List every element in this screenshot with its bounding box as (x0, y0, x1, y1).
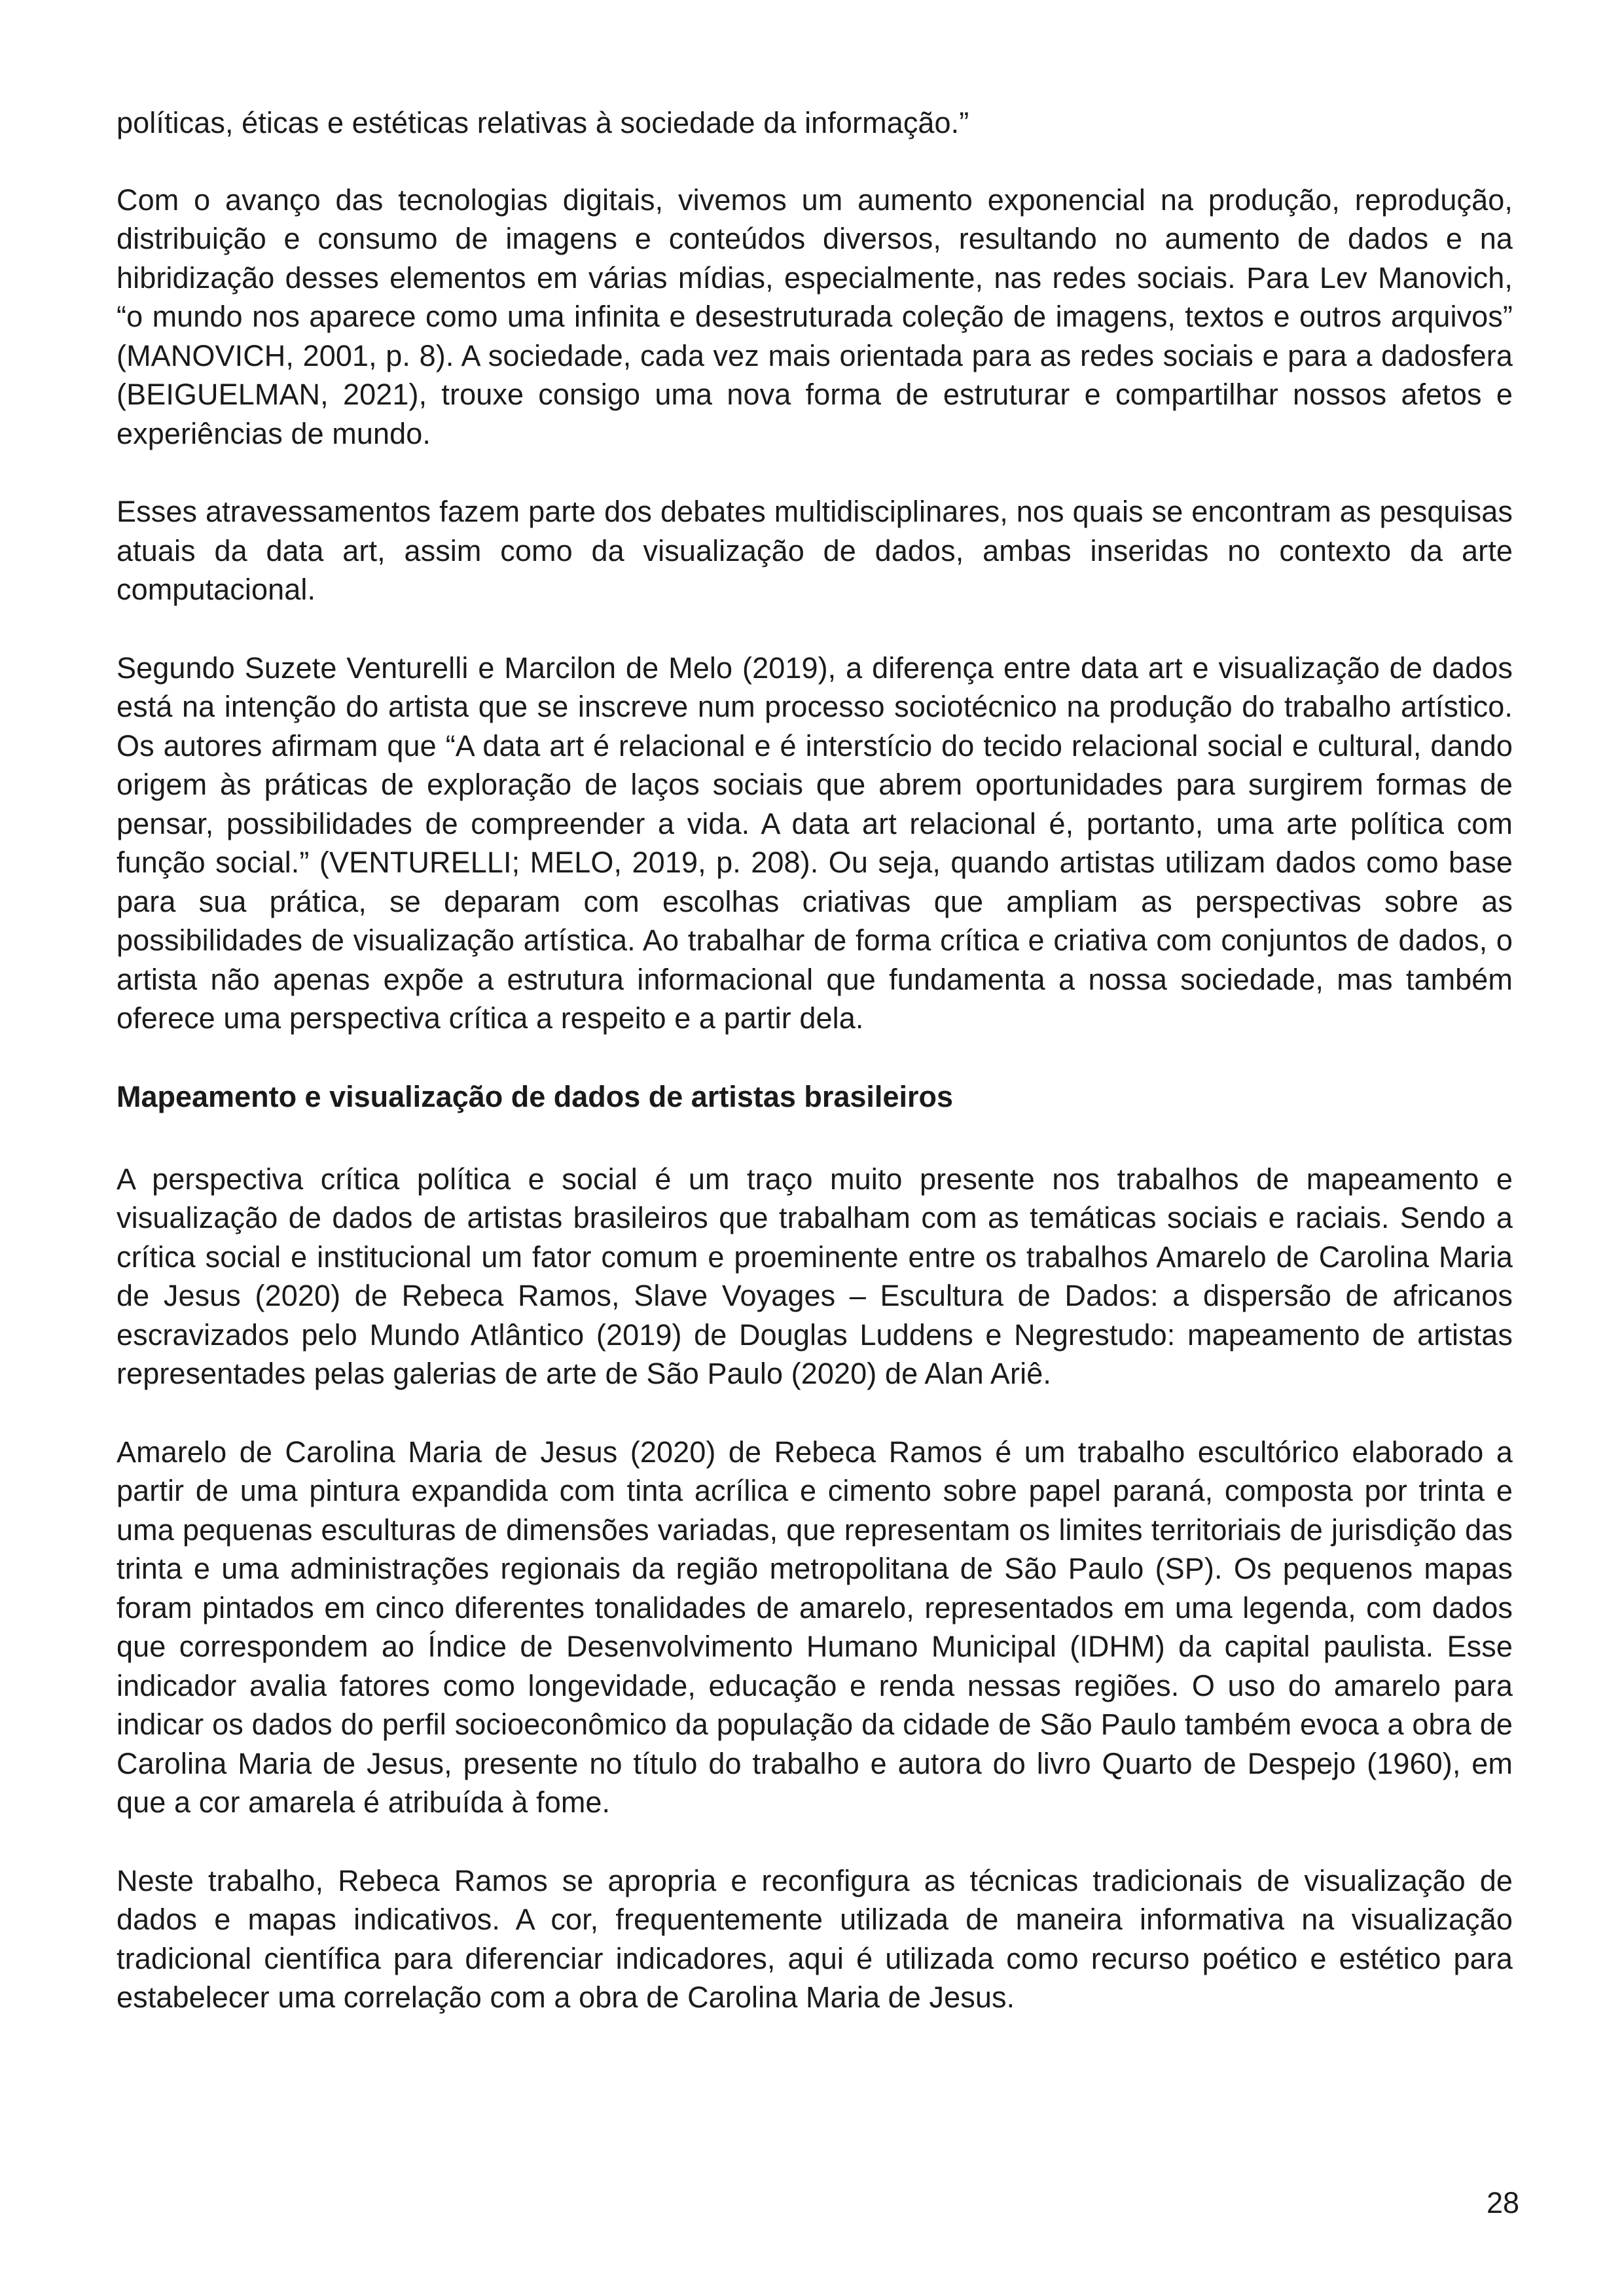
page-number: 28 (1486, 2186, 1519, 2219)
paragraph-digital-technologies: Com o avanço das tecnologias digitais, vivemos um aumento exponencial na produção, reprodução, distribuição e consumo de imagens e conteúdos diversos, resultando no aumento de dados e na hibridização desses elementos em várias mídias, especialmente, nas redes sociais. Para Lev Manovich, “o mundo nos aparece como uma infinita e desestruturada coleção de imagens, textos e outros arquivos” (MANOVICH, 2001, p. 8). A sociedade, cada vez mais orientada para as redes sociais e para a dadosfera (BEIGUELMAN, 2021), trouxe consigo uma nova forma de estruturar e compartilhar nossos afetos e experiências de mundo. (117, 183, 1513, 450)
paragraph-multidisciplinary-debates: Esses atravessamentos fazem parte dos debates multidisciplinares, nos quais se encontram as pesquisas atuais da data art, assim como da visualização de dados, ambas inseridas no contexto da arte computacional. (117, 495, 1513, 606)
paragraph-rebeca-ramos: Neste trabalho, Rebeca Ramos se apropria e reconfigura as técnicas tradicionais de visualização de dados e mapas indicativos. A cor, frequentemente utilizada de maneira informativa na visualização tradicional científica para diferenciar indicadores, aqui é utilizada como recurso poético e estético para estabelecer uma correlação com a obra de Carolina Maria de Jesus. (117, 1863, 1513, 2014)
paragraph-amarelo-work: Amarelo de Carolina Maria de Jesus (2020) de Rebeca Ramos é um trabalho escultórico elaborado a partir de uma pintura expandida com tinta acrílica e cimento sobre papel paraná, composta por trinta e uma pequenas esculturas de dimensões variadas, que representam os limites territoriais de jurisdição das trinta e uma administrações regionais da região metropolitana de São Paulo (SP). Os pequenos mapas foram pintados em cinco diferentes tonalidades de amarelo, representados em uma legenda, com dados que correspondem ao Índice de Desenvolvimento Humano Municipal (IDHM) da capital paulista. Esse indicador avalia fatores como longevidade, educação e renda nessas regiões. O uso do amarelo para indicar os dados do perfil socioeconômico da população da cidade de São Paulo também evoca a obra de Carolina Maria de Jesus, presente no título do trabalho e autora do livro Quarto de Despejo (1960), em que a cor amarela é atribuída à fome. (117, 1435, 1513, 1819)
paragraph-data-art-vs-visualization: Segundo Suzete Venturelli e Marcilon de Melo (2019), a diferença entre data art e visualização de dados está na intenção do artista que se inscreve num processo sociotécnico na produção do trabalho artístico. Os autores afirmam que “A data art é relacional e é interstício do tecido relacional social e cultural, dando origem às práticas de exploração de laços sociais que abrem oportunidades para surgirem formas de pensar, possibilidades de compreender a vida. A data art relacional é, portanto, uma arte política com função social.” (VENTURELLI; MELO, 2019, p. 208). Ou seja, quando artistas utilizam dados como base para sua prática, se deparam com escolhas criativas que ampliam as perspectivas sobre as possibilidades de visualização artística. Ao trabalhar de forma crítica e criativa com conjuntos de dados, o artista não apenas expõe a estrutura informacional que fundamenta a nossa sociedade, mas também oferece uma perspectiva crítica a respeito e a partir dela. (117, 651, 1513, 1035)
section-heading: Mapeamento e visualização de dados de artistas brasileiros (117, 1079, 953, 1113)
paragraph-critical-perspective: A perspectiva crítica política e social é um traço muito presente nos trabalhos de mapeamento e visualização de dados de artistas brasileiros que trabalham com as temáticas sociais e raciais. Sendo a crítica social e institucional um fator comum e proeminente entre os trabalhos Amarelo de Carolina Maria de Jesus (2020) de Rebeca Ramos, Slave Voyages – Escultura de Dados: a dispersão de africanos escravizados pelo Mundo Atlântico (2019) de Douglas Luddens e Negrestudo: mapeamento de artistas representades pelas galerias de arte de São Paulo (2020) de Alan Ariê. (117, 1162, 1513, 1390)
paragraph-quote-ending: políticas, éticas e estéticas relativas à sociedade da informação.” (117, 106, 969, 139)
